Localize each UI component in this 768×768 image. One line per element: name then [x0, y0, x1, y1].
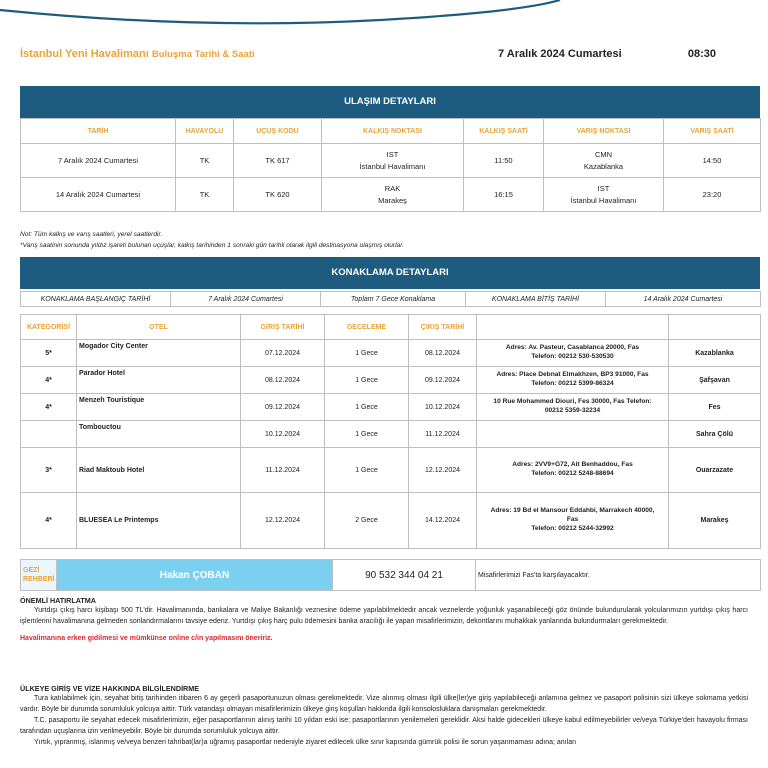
arrival-code: CMN: [594, 149, 613, 159]
address-phone: 00212 5359-32234: [544, 407, 601, 414]
hotel-category: 3*: [21, 448, 77, 493]
transport-section-title: ULAŞIM DETAYLARI: [20, 86, 760, 118]
arrival-time: 23:20: [664, 178, 761, 212]
hotel-category: 4*: [21, 394, 77, 421]
check-out: 09.12.2024: [409, 367, 477, 394]
check-in: 09.12.2024: [241, 394, 325, 421]
nights: 2 Gece: [325, 493, 409, 549]
departure-time: 16:15: [464, 178, 544, 212]
hotel-address: [477, 421, 669, 448]
guide-label: [21, 560, 57, 591]
check-in: 08.12.2024: [241, 367, 325, 394]
check-out: 10.12.2024: [409, 394, 477, 421]
important-paragraph: Yurtdışı çıkış harcı kişibaşı 500 TL'dir. Havalimanında, bankalara ve Maliye Bakanlığı veznesine ödeme yapılabilmektedir ancak veznelerde yoğunluk yaşanabileceği göz önünde bulundurularak yolcularımızın yurtdışı çıkış harcı işlemlerini havalimanına gelmeden sonlandırmalarını tavsiye ederiz. Yurtdışı çıkış harç pulu ödemesini banka aracılığı ile yapan misafirlerimizin, dekontlarını muhakkak yanlarında bulundurmaları gerekmektedir.: [20, 607, 748, 625]
meeting-title-main: İstanbul Yeni Havalimanı: [20, 48, 149, 60]
address-phone: Telefon: 00212 5244-32992: [531, 524, 614, 532]
arrival-name: İstanbul Havalimanı: [570, 195, 637, 205]
guide-label-line1: GEZİ: [23, 566, 40, 574]
meeting-title-sub: Buluşma Tarihi & Saati: [151, 49, 255, 60]
start-date-value: 7 Aralık 2024 Cumartesi: [171, 292, 321, 307]
hotel-city: Sahra Çölü: [669, 421, 761, 448]
col-arrival-point: VARIŞ NOKTASI: [544, 119, 664, 144]
arrival-time: 14:50: [664, 144, 761, 178]
col-arrival-time: VARIŞ SAATİ: [664, 119, 761, 144]
arrival-code: IST: [597, 183, 610, 193]
departure-name: Marakeş: [378, 195, 407, 205]
table-row: [21, 367, 761, 394]
meeting-date: 7 Aralık 2024 Cumartesi: [498, 48, 622, 60]
address-phone: Telefon: 00212 5248-88694: [531, 470, 614, 477]
visa-heading: ÜLKEYE GİRİŞ VE VİZE HAKKINDA BİLGİLENDİRME: [20, 684, 200, 693]
col-category: KATEGORİSİ: [21, 315, 77, 340]
hotel-city: Marakeş: [669, 493, 761, 549]
start-date-label: KONAKLAMA BAŞLANGIÇ TARİHİ: [21, 292, 171, 307]
check-out: 12.12.2024: [409, 448, 477, 493]
col-date: TARİH: [21, 119, 176, 144]
guide-row: [21, 560, 761, 591]
important-red-note: Havalimanına erken gidilmesi ve mümkünse online c/in yapılmasını öneririz.: [20, 634, 273, 642]
departure-point: [322, 178, 464, 212]
guide-phone: 90 532 344 04 21: [333, 560, 476, 591]
departure-time: 11:50: [464, 144, 544, 178]
address-line: Adres: 19 Bd el Mansour Eddahbi, Marrakech 40000,: [490, 507, 655, 515]
hotel-address: [477, 340, 669, 367]
col-city: [669, 315, 761, 340]
transport-note-2: *Varış saatinin sonunda yıldız işareti bulunan uçuşlar, kalkış tarihinden 1 sonraki gün tarihli olarak ilgili destinasyona ulaşmış olurlar.: [20, 242, 404, 249]
check-in: 07.12.2024: [241, 340, 325, 367]
meeting-title: [20, 48, 255, 60]
meeting-time: 08:30: [687, 48, 716, 60]
check-in: 10.12.2024: [241, 421, 325, 448]
nights: 1 Gece: [325, 421, 409, 448]
departure-code: IST: [386, 149, 399, 159]
hotel-header-row: [21, 315, 761, 340]
table-row: [21, 178, 761, 212]
departure-name: İstanbul Havalimanı: [359, 161, 426, 171]
table-row: [21, 144, 761, 178]
flight-airline: TK: [176, 178, 234, 212]
col-nights: GECELEME: [325, 315, 409, 340]
guide-label-line2: REHBERİ: [23, 576, 55, 583]
accommodation-section-title: KONAKLAMA DETAYLARI: [20, 257, 760, 289]
arrival-name: Kazablanka: [583, 161, 624, 171]
hotel-address: [477, 448, 669, 493]
address-phone: Telefon: 00212 5399-86324: [531, 380, 614, 387]
departure-point: [322, 144, 464, 178]
visa-paragraph-1: Tura katılabilmek için, seyahat bitiş tarihinden itibaren 6 ay geçerli pasaportunuzun olması gerekmektedir. Vize alınmış olması ilgili ülke(ler)ye giriş yapılabileceği anlamına gelmez ve pasaport polisinin sizi ülkeye sokmama yetkisi vardır. Böyle bir durumda sorumluluk yolcuya aittir. Türk vatandaşı olmayan misafirlerimizin ülkeye giriş koşulları hakkında ilgili konsolosluklara danışmaları gerekmektedir.: [20, 695, 748, 713]
end-date-value: 14 Aralık 2024 Cumartesi: [606, 292, 761, 307]
check-in: 11.12.2024: [241, 448, 325, 493]
hotel-city: Şafşavan: [669, 367, 761, 394]
hotel-name: Tombouctou: [77, 421, 241, 448]
check-in: 12.12.2024: [241, 493, 325, 549]
departure-code: RAK: [384, 183, 401, 193]
hotel-name: Parador Hotel: [77, 367, 241, 394]
hotel-name: BLUESEA Le Printemps: [77, 493, 241, 549]
flight-date: 14 Aralık 2024 Cumartesi: [21, 178, 176, 212]
guide-message: Misafirlerimizi Fas'ta karşılayacaktır.: [476, 560, 761, 591]
check-out: 08.12.2024: [409, 340, 477, 367]
address-phone: Telefon: 00212 530-530530: [531, 353, 614, 360]
col-hotel: OTEL: [77, 315, 241, 340]
col-airline: HAVAYOLU: [176, 119, 234, 144]
guide-table: [20, 559, 761, 591]
flight-airline: TK: [176, 144, 234, 178]
col-flight-code: UÇUŞ KODU: [234, 119, 322, 144]
flight-date: 7 Aralık 2024 Cumartesi: [21, 144, 176, 178]
address-line: Adres: Av. Pasteur, Casablanca 20000, Fas: [505, 344, 640, 352]
table-row: [21, 340, 761, 367]
col-departure-point: KALKIŞ NOKTASI: [322, 119, 464, 144]
hotel-name: Menzeh Touristique: [77, 394, 241, 421]
check-out: 14.12.2024: [409, 493, 477, 549]
important-heading: ÖNEMLİ HATIRLATMA: [20, 596, 96, 605]
arrival-point: [544, 144, 664, 178]
hotel-city: Fes: [669, 394, 761, 421]
nights: 1 Gece: [325, 340, 409, 367]
meeting-header: [20, 48, 748, 64]
end-date-label: KONAKLAMA BİTİŞ TARİHİ: [466, 292, 606, 307]
table-row: [21, 421, 761, 448]
header-swoosh: [0, 0, 768, 40]
table-row: [21, 448, 761, 493]
address-country: Fas: [566, 516, 579, 524]
hotel-category: [21, 421, 77, 448]
hotel-address: [477, 367, 669, 394]
hotel-city: Ouarzazate: [669, 448, 761, 493]
visa-paragraph-2: T.C. pasaportu ile seyahat edecek misafirlerimizin, eğer pasaportlarının alınış tarihi 10 yıldan eski ise; pasaportlarının yenilemeleri gereklidir. Aksi halde gidecekleri ülkeye kabul edilmeyebilirler ve/veya Türkiye'den havayolu firması tarafından uçuşlarına izin verilmeyebilir. Böyle bir durumda sorumluluk yolcuya aittir.: [20, 716, 748, 735]
address-line: 10 Rue Mohammed Diouri, Fes 30000, Fas Telefon:: [493, 398, 652, 406]
hotel-address: [477, 394, 669, 421]
nights: 1 Gece: [325, 448, 409, 493]
nights: 1 Gece: [325, 394, 409, 421]
hotel-category: 4*: [21, 367, 77, 394]
summary-row: [21, 292, 761, 307]
check-out: 11.12.2024: [409, 421, 477, 448]
table-row: [21, 493, 761, 549]
table-row: [21, 394, 761, 421]
col-departure-time: KALKIŞ SAATİ: [464, 119, 544, 144]
transport-note-1: Not: Tüm kalkış ve varış saatleri, yerel saatlerdir.: [20, 231, 163, 238]
visa-paragraph-3: Yırtık, yıpranmış, ıslanmış ve/veya benzeri tahribat(lar)a uğramış pasaportlar nedeniyle ziyaret edilecek ülke sınır kapısında gümrük polisi ile sorun yaşanmaması adına; anılan: [34, 738, 576, 746]
flight-code: TK 617: [234, 144, 322, 178]
total-nights: Toplam 7 Gece Konaklama: [321, 292, 466, 307]
hotel-name: Mogador City Center: [77, 340, 241, 367]
hotel-table: [20, 314, 761, 549]
transport-header-row: [21, 119, 761, 144]
visa-section: [20, 683, 748, 748]
col-check-in: GİRİŞ TARİHİ: [241, 315, 325, 340]
guide-name: Hakan ÇOBAN: [57, 560, 333, 591]
hotel-name: Riad Maktoub Hotel: [77, 448, 241, 493]
hotel-category: 4*: [21, 493, 77, 549]
nights: 1 Gece: [325, 367, 409, 394]
col-check-out: ÇIKIŞ TARİHİ: [409, 315, 477, 340]
accommodation-summary: [20, 291, 761, 307]
address-line: Adres: 2VV9+G72, Ait Benhaddou, Fas: [512, 461, 633, 469]
arrival-point: [544, 178, 664, 212]
important-section: [20, 595, 748, 645]
hotel-category: 5*: [21, 340, 77, 367]
hotel-city: Kazablanka: [669, 340, 761, 367]
hotel-address: [477, 493, 669, 549]
col-address: [477, 315, 669, 340]
address-line: Adres: Place Debnat Elmakhzen, BP3 91000, Fas: [496, 371, 649, 379]
flight-code: TK 620: [234, 178, 322, 212]
transport-table: [20, 118, 761, 212]
